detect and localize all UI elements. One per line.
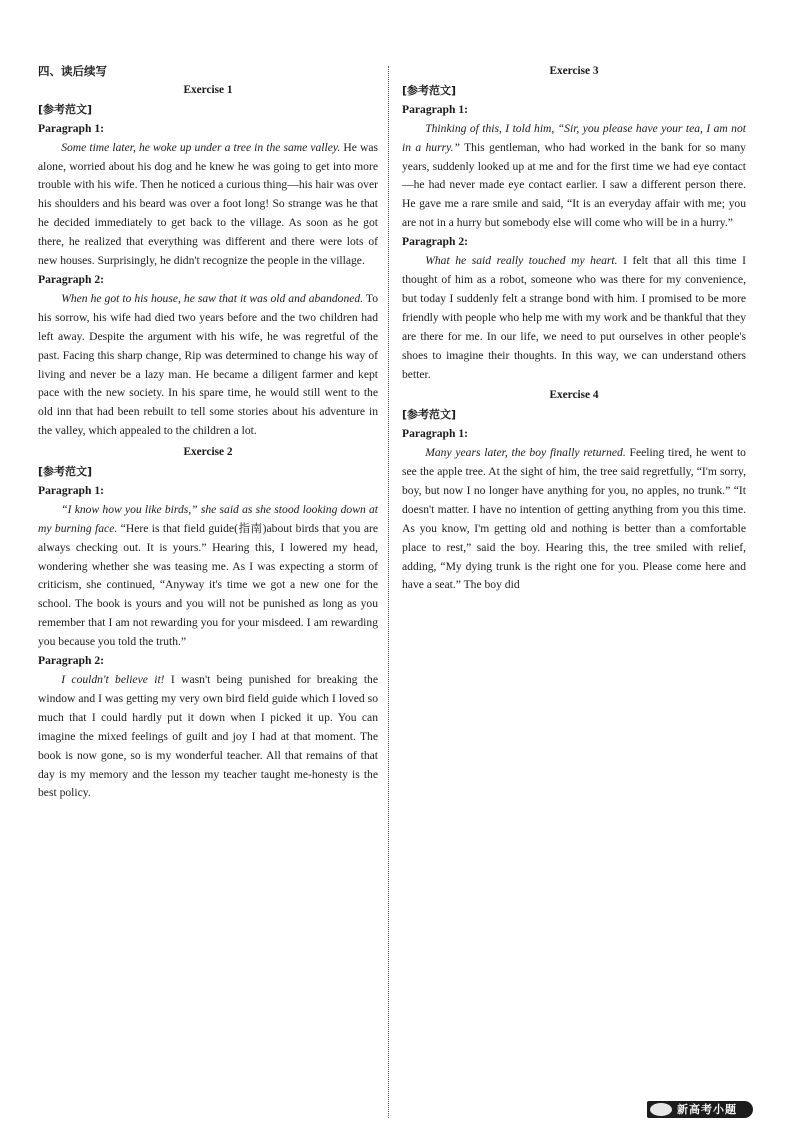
paragraph-body: I wasn't being punished for breaking the window and I was getting my very own bird field guide which I loved so much that I could hardly put it down when I picked it up. You can imagine the mixed feelings of guilt and joy I had at that moment. The book is now gone, so is my wonderful teacher. All that remains of that day is my memory and the lesson my teacher taught me-honesty is the best policy. [38, 673, 379, 800]
paragraph-body: “Here is that field guide(指南)about birds that you are always checking out. It is yours.” Hearing this, I lowered my head, wondering whether she was teasing me. As I was expecting a storm of criticism, she continued, “Anyway it's time we got a new one for the school. The book is yours and you will not be punished as long as you remember that I am not rewarding you for your misdeed. I am rewarding you because you told the truth.” [38, 521, 378, 649]
right-column [402, 62, 746, 595]
paragraph-text [402, 120, 746, 233]
paragraph-lead: Some time later, he woke up under a tree in the same valley. [61, 140, 341, 154]
paragraph-lead: Many years later, the boy finally returned. [425, 446, 626, 460]
paragraph-label: Paragraph 1: [38, 121, 105, 135]
reference-tag: [参考范文] [38, 102, 93, 116]
paragraph-body: I felt that all this time I thought of him as a robot, someone who was there for my convenience, but today I suddenly felt a strange bond with him. I promised to be more friendly with people who help me with my work and be thankful that they are there for me. In our life, we need to put ourselves in other people's shoes to imagine their thoughts. In this way, we can understand others better. [402, 254, 746, 381]
column-divider [388, 66, 389, 1118]
exercise-3-title: Exercise 3 [549, 65, 599, 77]
reference-tag: [参考范文] [38, 465, 93, 479]
footer-badge [647, 1101, 753, 1118]
paragraph-text [38, 501, 378, 652]
paragraph-label: Paragraph 1: [38, 483, 105, 497]
paragraph-body: Feeling tired, he went to see the apple tree. At the sight of him, the tree said regretfully, “I'm sorry, boy, but now I no longer have anything for you, no apples, no trunk.” “It doesn't matter. I have no intention of getting anything from you this time. As you know, I'm getting old and nothing is better than a comfortable place to rest,” said the boy. Hearing this, the tree smiled with relief, adding, “My dying trunk is the right one for you. Please come here and have a seat.” The boy did [402, 446, 746, 592]
paragraph-text [38, 290, 378, 441]
paragraph-lead: “I know how you like birds,” she said as she stood looking down at my burning face. [38, 502, 378, 535]
paragraph-lead: When he got to his house, he saw that it was old and abandoned. [61, 291, 364, 305]
exercise-1-title: Exercise 1 [183, 83, 233, 96]
paragraph-lead: What he said really touched my heart. [425, 254, 618, 268]
paragraph-text [402, 444, 746, 595]
paragraph-label: Paragraph 1: [402, 102, 469, 116]
paragraph-lead: Thinking of this, I told him, “Sir, you please have your tea, I am not in a hurry.” [402, 121, 746, 154]
paragraph-label: Paragraph 2: [38, 272, 105, 286]
brand-logo-icon [650, 1103, 672, 1116]
paragraph-text [38, 139, 378, 271]
paragraph-text [402, 252, 746, 384]
paragraph-body: He was alone, worried about his dog and he knew he was going to get into more trouble with his wife. Then he noticed a curious thing—his hair was over his shoulders and his beard was over a foot long! So strange was he that he decided immediately to get back to the village. As soon as he got there, he realized that everything was different and there were lots of new houses. Surprisingly, he didn't recognize the people in the village. [38, 140, 378, 268]
paragraph-label: Paragraph 1: [402, 427, 469, 441]
reference-tag: [参考范文] [402, 83, 457, 97]
paragraph-body: This gentleman, who had worked in the bank for so many years, suddenly looked up at me and for the first time we had eye contact—he had never made eye contact earlier. I saw a different person there. He gave me a rare smile and said, “It is an everyday affair with me; you are not in a hurry but somebody else will come who will be in a hurry.” [402, 140, 746, 230]
left-column [38, 62, 378, 803]
paragraph-label: Paragraph 2: [402, 235, 469, 249]
exercise-2-title: Exercise 2 [183, 446, 233, 459]
reference-tag: [参考范文] [402, 408, 457, 422]
paragraph-label: Paragraph 2: [38, 654, 105, 668]
paragraph-lead: I couldn't believe it! [61, 673, 165, 686]
exercise-4-title: Exercise 4 [549, 389, 599, 402]
paragraph-body: To his sorrow, his wife had died two years before and the two children had left away. Despite the argument with his wife, he was regretful of the past. Facing this sharp change, Rip was determined to change his way of living and never be a lazy man. He became a diligent farmer and kept pace with the new society. In his spare time, he would still went to the old inn that had been rebuilt to tell some stories about his adventure in the valley, which appealed to the children a lot. [38, 291, 378, 438]
section-heading: 四、读后续写 [38, 64, 107, 78]
paragraph-text [38, 671, 378, 803]
footer-brand: 新高考小题 [677, 1103, 737, 1116]
